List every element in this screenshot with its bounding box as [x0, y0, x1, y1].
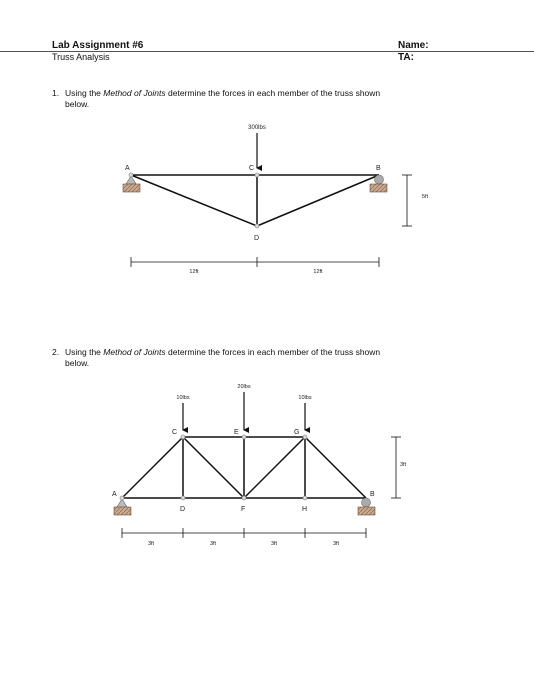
method-name: Method of Joints [103, 88, 166, 98]
question-text-part: below. [65, 98, 90, 109]
joint-label-c: C [249, 165, 255, 172]
load-label-c: 10lbs [176, 395, 190, 401]
span-dimension [122, 528, 366, 547]
question-text-part: determine the forces in each member of the truss shown [165, 347, 381, 357]
joint-d [181, 496, 185, 500]
joint-d [255, 224, 259, 228]
truss-2 [112, 384, 407, 547]
name-label: Name: [398, 40, 429, 51]
joint-label-g: G [294, 429, 300, 436]
question-number: 2. [52, 347, 60, 357]
height-label: 3ft [400, 462, 407, 468]
load-label-e: 20lbs [237, 384, 251, 390]
span-label-2: 3ft [209, 541, 217, 547]
load-label: 300lbs [248, 125, 266, 131]
member-fg [244, 437, 305, 498]
span-label-4: 3ft [332, 541, 340, 547]
method-name: Method of Joints [103, 347, 166, 357]
joint-g [303, 435, 307, 439]
member-ac [122, 437, 183, 498]
truss-1 [123, 125, 429, 275]
joint-label-d: D [254, 235, 260, 242]
support-a [114, 499, 131, 515]
span-dimension [131, 257, 379, 275]
joint-c [255, 173, 259, 177]
member-ad [131, 175, 257, 226]
question-text-part: determine the forces in each member of the truss shown [165, 88, 381, 98]
span-label-3: 3ft [270, 541, 278, 547]
assignment-title: Lab Assignment #6 [52, 40, 144, 51]
support-b [358, 498, 375, 515]
joint-label-e: E [234, 429, 239, 436]
member-db [257, 175, 379, 226]
height-dimension [402, 175, 429, 226]
span-right-label: 12ft [313, 269, 323, 275]
question-text-part: Using the [65, 347, 104, 357]
assignment-subtitle: Truss Analysis [52, 52, 110, 62]
question-text-part: below. [65, 357, 90, 368]
member-cf [183, 437, 244, 498]
joint-f [242, 496, 246, 500]
joint-label-c: C [172, 429, 178, 436]
ta-label: TA: [398, 52, 414, 63]
joint-a [120, 496, 124, 500]
joint-a [129, 173, 133, 177]
joint-label-f: F [241, 506, 246, 513]
joint-label-h: H [302, 506, 308, 513]
question-number: 1. [52, 88, 60, 98]
load-label-g: 10lbs [298, 395, 312, 401]
span-left-label: 12ft [189, 269, 199, 275]
height-dimension [391, 437, 407, 498]
joint-label-a: A [125, 165, 130, 172]
joint-e [242, 435, 246, 439]
joint-label-a: A [112, 491, 117, 498]
span-label-1: 3ft [147, 541, 155, 547]
joint-label-b: B [370, 491, 375, 498]
joint-h [303, 496, 307, 500]
joint-c [181, 435, 185, 439]
member-gb [305, 437, 366, 498]
question-text-part: Using the [65, 88, 104, 98]
joint-label-b: B [376, 165, 381, 172]
joint-label-d: D [180, 506, 186, 513]
height-label: 5ft [422, 194, 429, 200]
